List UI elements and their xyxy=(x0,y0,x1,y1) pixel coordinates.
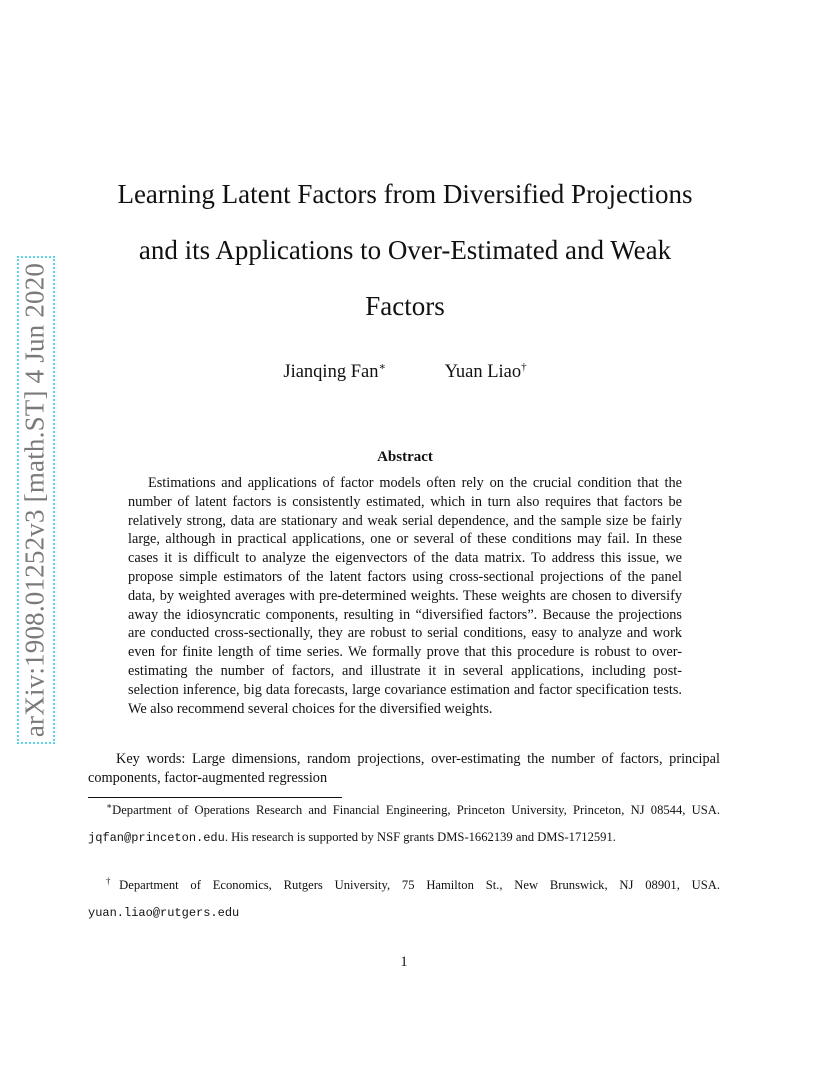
email-link[interactable]: jqfan@princeton.edu xyxy=(88,831,225,846)
title-line-2: and its Applications to Over-Estimated and Weak xyxy=(138,235,672,265)
author-liao xyxy=(445,361,527,383)
footnote-mark: † xyxy=(106,876,120,886)
abstract-heading: Abstract xyxy=(377,449,433,465)
footnote-text: Department of Operations Research and Financial Engineering, Princeton University, Princeton, NJ 08544, USA. xyxy=(112,803,720,818)
abstract-text: Estimations and applications of factor models often rely on the crucial condition that the number of latent factors is consistently estimated, which in turn also requires that factors be relatively strong, data are stationary and weak serial dependence, and the sample size be fairly large, although in practical applications, one or several of these conditions may fail. In these cases it is difficult to analyze the eigenvectors of the data matrix. To address this issue, we propose simple estimators of the latent factors using cross-sectional projections of the panel data, by weighted averages with pre-determined weights. These weights are chosen to diversify away the idiosyncratic components, resulting in “diversified factors”. Because the projections are conducted cross-sectionally, they are robust to serial conditions, easy to analyze and work even for finite length of time series. We formally prove that this procedure is robust to over-estimating the number of factors, and illustrate it in several applications, including post-selection inference, big data forecasts, large covariance estimation and factor specification tests. We also recommend several choices for the diversified weights. xyxy=(128,475,682,717)
author-list xyxy=(90,360,720,383)
author-name: Yuan Liao xyxy=(444,362,522,383)
footnote-liao xyxy=(88,868,720,927)
keywords: Key words: Large dimensions, random projections, over-estimating the number of factors, principal components, factor-augmented regression xyxy=(88,751,720,786)
page-number: 1 xyxy=(400,954,408,970)
author-footnote-mark: ∗ xyxy=(378,361,386,373)
arxiv-identifier: arXiv:1908.01252v3 [math.ST] 4 Jun 2020 xyxy=(19,262,50,738)
paper-title xyxy=(90,166,720,334)
title-line-3: Factors xyxy=(365,291,445,321)
author-fan xyxy=(283,360,386,383)
title-line-1: Learning Latent Factors from Diversified Projections xyxy=(117,179,693,209)
footnote-fan xyxy=(88,793,720,852)
footnote-text: . His research is supported by NSF grants DMS-1662139 and DMS-1712591. xyxy=(224,830,616,845)
author-footnote-mark: † xyxy=(521,361,527,373)
footnote-mark: ∗ xyxy=(106,801,113,811)
footnote-text: Department of Economics, Rutgers University, 75 Hamilton St., New Brunswick, NJ 08901, USA. xyxy=(119,878,721,893)
email-link[interactable]: yuan.liao@rutgers.edu xyxy=(88,906,240,921)
author-name: Jianqing Fan xyxy=(283,362,379,383)
